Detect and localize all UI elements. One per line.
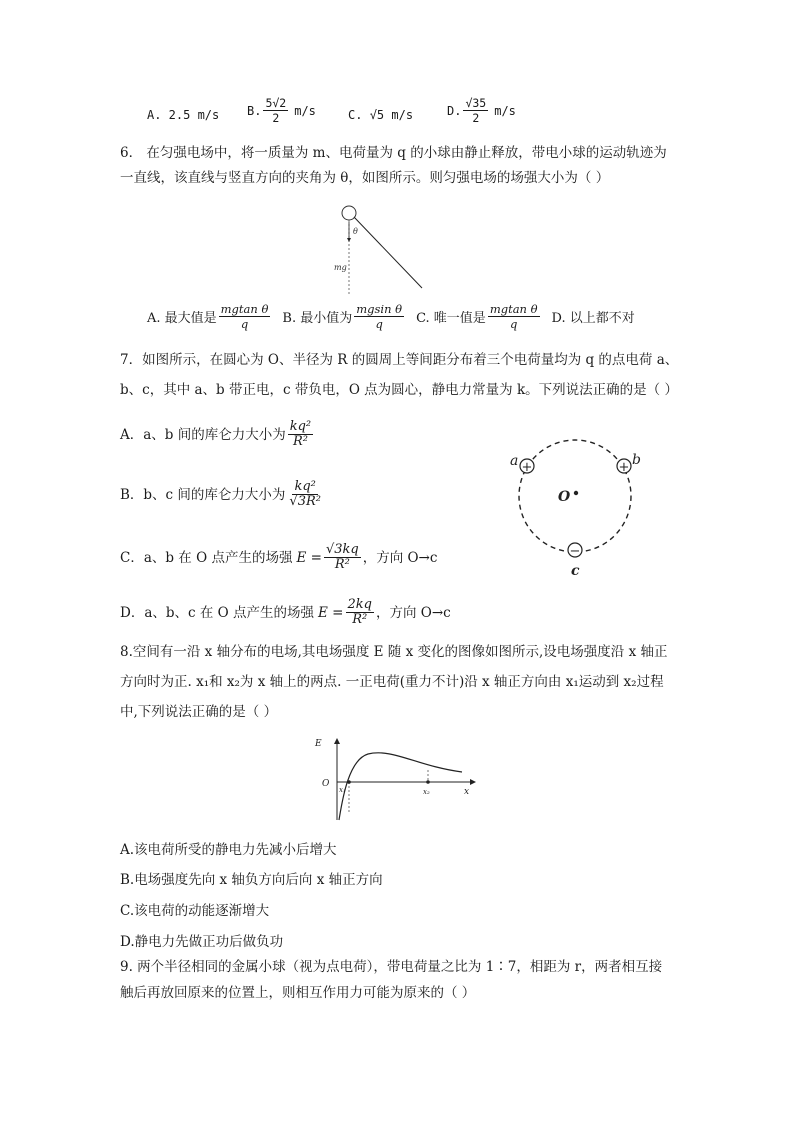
q7-option-a-label: A．a、b 间的库仑力大小为 [120,426,286,443]
q7-option-b [120,480,325,509]
q5-option-d-num: √35 [465,96,487,110]
label-a: a [510,453,519,469]
q5-option-b-label: B. [247,103,262,118]
q7-option-c-eq: E = [296,549,322,566]
q5-option-b-num: 5√2 [265,96,287,110]
theta-label: θ [353,227,358,236]
e-curve [339,753,462,820]
q7-option-d [120,598,451,627]
q7-option-b-den: √3R² [289,494,321,509]
q8-option-a: A.该电荷所受的静电力先减小后增大 [120,842,337,858]
q5-option-c-value: √5 [369,108,385,122]
q7-figure [500,428,660,578]
q6-option-b-label: B. 最小值为 [282,311,353,326]
q7-stem-line1: 7．如图所示，在圆心为 O、半径为 R 的圆周上等间距分布着三个电荷量均为 q 的点电荷 a、 [120,352,679,368]
plus-sign-b: + [618,460,630,475]
minus-sign-c: − [569,544,581,559]
q6-option-b-den: q [375,317,383,331]
q6-stem-line1: 6． 在匀强电场中，将一质量为 m、电荷量为 q 的小球由静止释放，带电小球的运动轨迹为 [120,145,667,161]
plus-sign-a: + [521,460,533,475]
ball-icon [342,206,356,220]
dashed-circle [519,440,631,552]
q6-option-d: D. 以上都不对 [551,311,635,326]
q9-stem-line2: 触后再放回原来的位置上，则相互作用力可能为原来的（ ） [120,985,476,1001]
label-o: O [558,489,571,505]
q7-option-c-tail: ，方向 O→c [362,549,438,566]
q8-option-d: D.静电力先做正功后做负功 [120,934,284,950]
q5-option-b-den: 2 [272,111,280,125]
q8-stem-line2: 方向时为正. x₁和 x₂为 x 轴上的两点. 一正电荷(重力不计)沿 x 轴正方向由 x₁运动到 x₂过程 [120,674,664,690]
x1-point-icon [347,780,351,784]
q7-option-c-den: R² [334,557,350,572]
x-axis-arrow-icon [470,779,476,785]
q5-option-c-label: C. [348,108,363,122]
q7-option-b-label: B．b、c 间的库仑力大小为 [120,486,286,503]
q7-option-b-num: kq² [294,479,316,494]
q7-option-a-den: R² [292,434,308,449]
q6-option-a-den: q [240,317,249,331]
q5-option-d-label: D. [447,103,462,118]
q7-option-d-eq: E = [318,604,344,621]
q7-option-c-num: √3kq [325,542,359,557]
q8-option-c: C.该电荷的动能逐渐增大 [120,903,270,919]
q5-option-d-unit: m/s [494,103,516,118]
q7-option-c [120,543,437,572]
trajectory-line [354,217,422,288]
q5-option-b [247,96,316,125]
q6-figure [330,200,430,300]
q5-option-c [348,108,413,122]
q6-options [147,302,635,331]
origin-label: O [322,779,330,789]
e-axis-arrow-icon [334,738,340,744]
q7-option-d-tail: ，方向 O→c [375,604,451,621]
q6-stem-line2: 一直线，该直线与竖直方向的夹角为 θ，如图所示。则匀强电场的场强大小为（ ） [120,170,610,186]
q5-option-c-unit: m/s [391,108,414,122]
q5-option-d [447,96,516,125]
q6-option-a-label: A. 最大值是 [147,311,217,326]
q7-option-c-label: C．a、b 在 O 点产生的场强 [120,549,293,566]
q5-option-b-unit: m/s [294,103,316,118]
q8-stem-line3: 中,下列说法正确的是（ ） [120,704,278,720]
x1-label: x₁ [339,786,346,794]
q7-option-d-den: R² [352,612,368,627]
q5-option-a: A. 2.5 m/s [147,108,220,122]
mg-label: mg [334,263,347,272]
q6-option-c-den: q [509,317,518,331]
q8-option-b: B.电场强度先向 x 轴负方向后向 x 轴正方向 [120,872,383,888]
q7-option-a [120,420,315,449]
e-axis-label: E [315,739,322,749]
center-dot-icon [574,491,578,495]
q6-option-b-num: mgsin θ [356,302,403,316]
gravity-arrowhead-icon [347,238,351,242]
q6-option-c-label: C. 唯一值是 [416,311,486,326]
q9-stem-line1: 9. 两个半径相同的金属小球（视为点电荷），带电荷量之比为 1∶7，相距为 r，两者相互接 [120,959,663,975]
x2-label: x₂ [423,788,430,796]
q7-option-d-label: D．a、b、c 在 O 点产生的场强 [120,604,315,621]
q7-option-d-num: 2kq [347,597,372,612]
q8-figure [312,732,482,827]
q8-stem-line1: 8.空间有一沿 x 轴分布的电场,其电场强度 E 随 x 变化的图像如图所示,设电场强度沿 x 轴正 [120,644,668,660]
q7-stem-line2: b、c，其中 a、b 带正电，c 带负电，O 点为圆心，静电力常量为 k。下列说法正确的是（ ） [120,382,678,398]
q6-option-c-num: mgtan θ [489,302,538,316]
q6-option-a-num: mgtan θ [220,302,269,316]
q7-option-a-num: kq² [289,419,312,434]
q5-option-d-den: 2 [472,111,480,125]
x-axis-label: x [464,787,470,797]
label-c: c [571,563,580,578]
label-b: b [632,452,641,468]
